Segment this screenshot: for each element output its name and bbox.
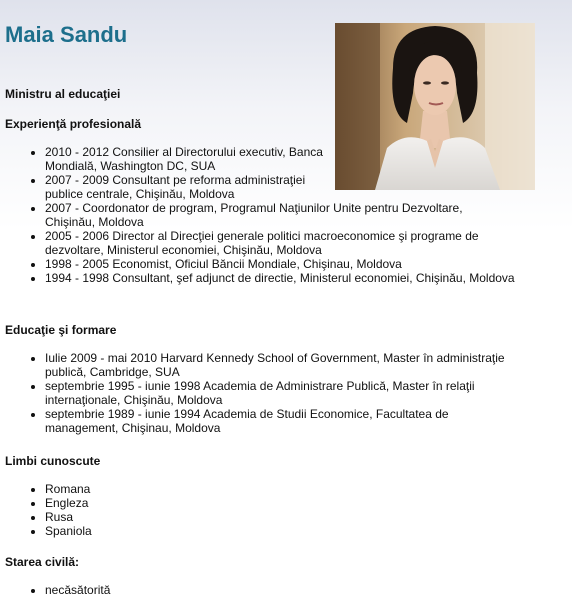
list-item: • Romana [45,482,92,496]
list-item: • 1998 - 2005 Economist, Oficiul Băncii Mondiale, Chişinau, Moldova [45,257,515,271]
page-title: Maia Sandu [5,22,128,47]
languages-list [30,482,92,538]
list-item: • necăsătorită [45,583,110,597]
list-item: • Iulie 2009 - mai 2010 Harvard Kennedy School of Government, Master în administraţie publică, Cambridge, SUA [45,351,515,379]
list-item: • 2007 - 2009 Consultant pe reforma administraţiei publice centrale, Chişinău, Moldova [45,173,335,201]
list-item: • Engleza [45,496,92,510]
education-list [30,351,515,435]
list-item: • Spaniola [45,524,92,538]
list-item: • 2005 - 2006 Director al Direcţiei generale politici macroeconomice şi programe de dezvoltare, Ministerul economiei, Chişinău, Moldova [45,229,515,257]
civil-status-heading: Starea civilă: [5,555,80,569]
job-title: Ministru al educaţiei [5,87,121,101]
list-item: • Rusa [45,510,92,524]
civil-status-list [30,583,110,597]
list-item: • 1994 - 1998 Consultant, şef adjunct de directie, Ministerul economiei, Chişinău, Moldova [45,271,515,285]
list-item: • septembrie 1995 - iunie 1998 Academia de Administrare Publică, Master în relaţii internaţionale, Chişinău, Moldova [45,379,515,407]
list-item: • 2010 - 2012 Consilier al Directorului executiv, Banca Mondială, Washington DC, SUA [45,145,335,173]
experience-list [30,145,515,285]
list-item: • 2007 - Coordonator de program, Programul Naţiunilor Unite pentru Dezvoltare, Chişinău, Moldova [45,201,515,229]
languages-heading: Limbi cunoscute [5,454,101,468]
education-heading: Educaţie şi formare [5,323,117,337]
list-item: • septembrie 1989 - iunie 1994 Academia de Studii Economice, Facultatea de management, Chişinau, Moldova [45,407,515,435]
experience-heading: Experienţă profesională [5,117,142,131]
